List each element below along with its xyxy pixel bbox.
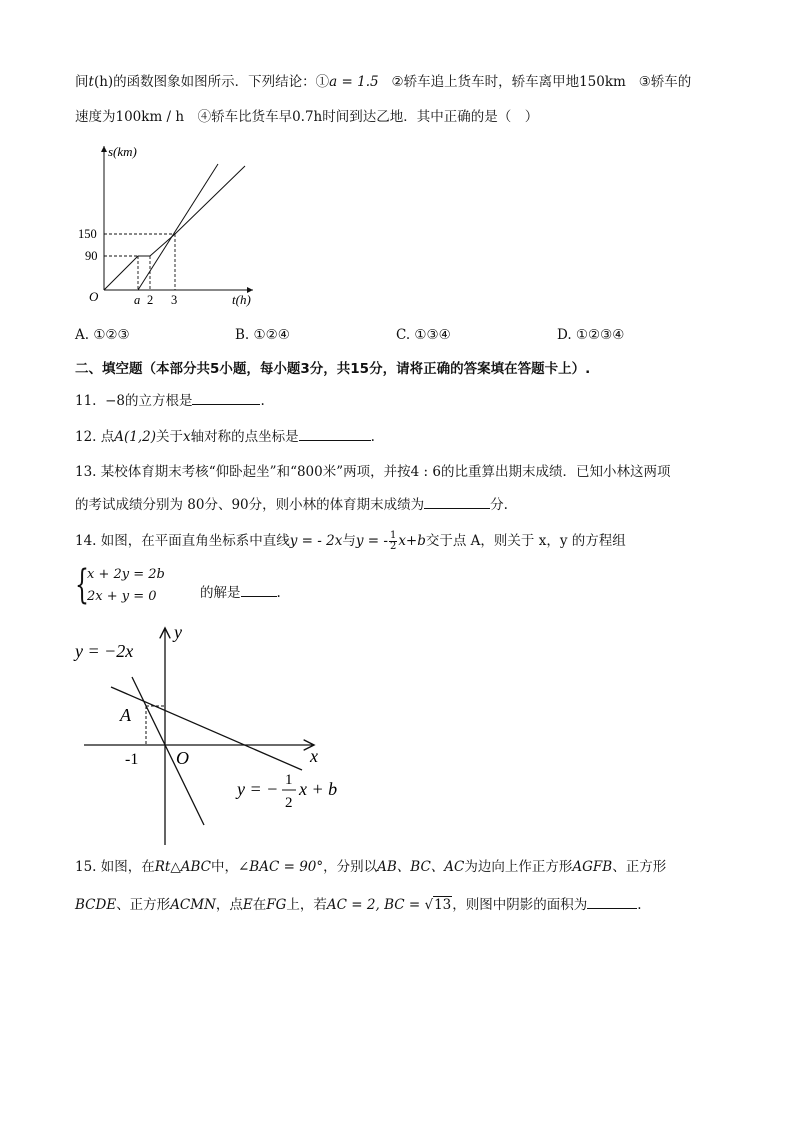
q14-label-line2-pre: y = − bbox=[237, 779, 279, 799]
q10-tick-90: 90 bbox=[85, 249, 98, 263]
q12-mid: 关于 bbox=[156, 429, 184, 445]
q15-sq2: BCDE bbox=[75, 897, 117, 913]
conclusion-3: ③轿车的 bbox=[638, 74, 692, 90]
q10-tick-a: a bbox=[134, 293, 141, 307]
q14-post: 交于点 A，则关于 x，y 的方程组 bbox=[425, 533, 626, 549]
q14-eq1: x + 2y = 2b bbox=[87, 567, 165, 582]
q14-line2-expr-post: x+b bbox=[398, 533, 426, 549]
conclusion-1: a = 1.5 bbox=[329, 74, 379, 90]
q15-cond: AC = 2, BC = bbox=[326, 897, 425, 913]
q12-axis: x bbox=[183, 429, 191, 445]
q11-text: 的立方根是 bbox=[124, 393, 193, 409]
q12-end: . bbox=[370, 429, 375, 445]
q14-label-frac-num: 1 bbox=[285, 772, 293, 788]
q14-mid: 与 bbox=[342, 533, 356, 549]
conclusion-2: ②轿车追上货车时，轿车离甲地150km bbox=[391, 74, 626, 90]
q13-text: 的考试成绩分别为 80分、90分，则小林的体育期末成绩为 bbox=[75, 497, 425, 513]
q14-line-half bbox=[111, 687, 302, 770]
q10-line1 bbox=[75, 73, 691, 91]
q15-post: ，分别以 bbox=[323, 859, 378, 875]
q10-option-c[interactable]: C. ①③④ bbox=[396, 327, 451, 343]
q15-angle: ∠BAC = 90° bbox=[238, 859, 324, 875]
q11 bbox=[75, 390, 265, 410]
q13-answer-blank[interactable] bbox=[424, 494, 490, 509]
q15-line2: BCDE、正方形ACMN，点E在FG上，若AC = 2, BC = √13，则图中阴影的面积为 . bbox=[75, 894, 642, 914]
q14-label-line1: y = −2x bbox=[75, 641, 134, 661]
q15-rt: Rt△ABC bbox=[154, 859, 211, 875]
q15-b: ，点 bbox=[215, 897, 243, 913]
q10-origin: O bbox=[89, 289, 99, 304]
q12 bbox=[75, 426, 375, 446]
q14-label-x: x bbox=[310, 746, 318, 766]
q13-line1: 13. 某校体育期末考核“仰卧起坐”和“800米”两项，并按4 : 6的比重算出期末成绩．已知小林这两项 bbox=[75, 464, 671, 480]
q13-end: 分. bbox=[490, 497, 508, 513]
q14-line2-expr-pre: y = - bbox=[355, 533, 388, 549]
q14-line-neg2x bbox=[132, 677, 204, 825]
q10-text-mid: 的函数图象如图所示．下列结论：① bbox=[113, 74, 330, 90]
q15-a: 、正方形 bbox=[116, 897, 171, 913]
q15-mid: 中， bbox=[211, 859, 238, 875]
q10-text: 间 bbox=[75, 74, 89, 90]
q14-line1 bbox=[75, 531, 626, 552]
q14-label-A: A bbox=[120, 705, 131, 725]
q12-point: A(1,2) bbox=[114, 429, 157, 445]
q15-sq1: AGFB bbox=[572, 859, 613, 875]
q14-label-line2-post: x + b bbox=[299, 779, 338, 799]
q14-text: 14. 如图，在平面直角坐标系中直线 bbox=[75, 533, 290, 549]
q10-truck-line bbox=[104, 234, 175, 290]
q15-end: . bbox=[637, 897, 642, 913]
q15-FG: FG bbox=[266, 897, 287, 913]
section2-title: 二、填空题（本部分共5小题，每小题3分，共15分，请将正确的答案填在答题卡上）. bbox=[75, 361, 591, 377]
q15-d: 上，若 bbox=[286, 897, 327, 913]
q15-sqrt: 13 bbox=[434, 897, 452, 913]
q10-y-label: s(km) bbox=[108, 144, 137, 159]
brace-icon: { bbox=[75, 562, 89, 608]
q11-expr: −8 bbox=[105, 393, 125, 409]
q11-number: 11. bbox=[75, 393, 97, 409]
q15-e: ，则图中阴影的面积为 bbox=[452, 897, 588, 913]
q10-line2: 速度为100km / h ④轿车比货车早0.7h时间到达乙地．其中正确的是（ ） bbox=[75, 109, 539, 125]
q12-answer-blank[interactable] bbox=[299, 426, 371, 441]
q15-c: 在 bbox=[252, 897, 267, 913]
q14-answer-blank[interactable] bbox=[241, 582, 277, 597]
q14-sol-text: 的解是 bbox=[200, 585, 241, 601]
q14-end: . bbox=[276, 585, 281, 601]
q15-line1 bbox=[75, 858, 666, 876]
q14-fraction: $\frac{1}{2}$ bbox=[389, 530, 397, 552]
q10-tick-2: 2 bbox=[147, 293, 154, 307]
q10-option-a[interactable]: A. ①②③ bbox=[75, 327, 130, 343]
q15-text: 15. 如图，在 bbox=[75, 859, 155, 875]
q14-label-O: O bbox=[176, 748, 189, 768]
q15-post3: 、正方形 bbox=[612, 859, 667, 875]
var-t: t bbox=[88, 74, 94, 90]
q10-x-label: t(h) bbox=[232, 292, 251, 307]
q10-option-d[interactable]: D. ①②③④ bbox=[557, 327, 625, 343]
q12-text: 轴对称的点坐标是 bbox=[190, 429, 299, 445]
unit-h: (h) bbox=[93, 74, 114, 90]
q15-E: E bbox=[242, 897, 253, 913]
q14-label-minus1: -1 bbox=[125, 751, 139, 768]
q15-answer-blank[interactable] bbox=[587, 894, 637, 909]
q10-option-b[interactable]: B. ①②④ bbox=[235, 327, 290, 343]
q12-number: 12. 点 bbox=[75, 429, 115, 445]
q14-solution bbox=[200, 582, 281, 602]
q14-label-y: y bbox=[174, 622, 182, 642]
q10-graph bbox=[75, 138, 275, 338]
q14-eq2: 2x + y = 0 bbox=[87, 589, 157, 604]
q14-graph bbox=[70, 620, 360, 850]
q15-sides: AB、BC、AC bbox=[377, 859, 465, 875]
q10-tick-150: 150 bbox=[78, 227, 97, 241]
q10-car-line bbox=[138, 164, 218, 290]
q14-label-frac-den: 2 bbox=[285, 795, 293, 811]
q15-post2: 为边向上作正方形 bbox=[464, 859, 573, 875]
q11-end: . bbox=[260, 393, 265, 409]
q15-sq3: ACMN bbox=[170, 897, 216, 913]
q10-tick-3: 3 bbox=[171, 293, 178, 307]
q13-line2 bbox=[75, 494, 508, 514]
q14-line1-expr: y = - 2x bbox=[289, 533, 343, 549]
q11-answer-blank[interactable] bbox=[192, 390, 260, 405]
